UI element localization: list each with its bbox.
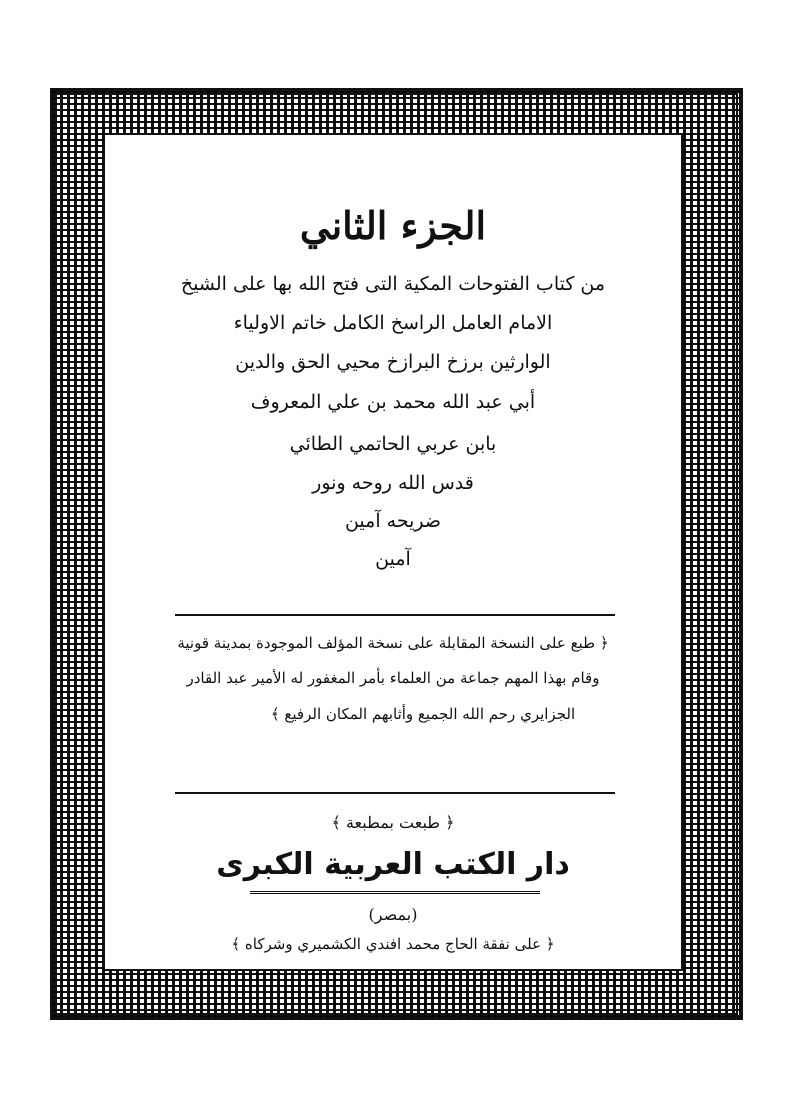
subtitle-line-1: من كتاب الفتوحات المكية التى فتح الله بها على الشيخ [180, 273, 606, 295]
edition-note-line-1: ﴿ طبع على النسخة المقابلة على نسخة المؤلف الموجودة بمدينة قونية [177, 634, 609, 652]
publisher-name: دار الكتب العربية الكبرى [216, 847, 570, 882]
publisher-city: (بمصر) [368, 905, 418, 924]
subtitle-line-5: بابن عربي الحاتمي الطائي [289, 433, 497, 455]
printed-at-label: ﴿ طبعت بمطبعة ﴾ [331, 813, 455, 832]
title-panel [103, 133, 683, 971]
edition-note-line-2: وقام بهذا المهم جماعة من العلماء بأمر المغفور له الأمير عبد القادر [186, 669, 600, 687]
subtitle-line-3: الوارثين برزخ البرازخ محيي الحق والدين [235, 351, 551, 373]
subtitle-line-8: آمين [375, 548, 411, 570]
subtitle-line-4: أبي عبد الله محمد بن علي المعروف [250, 391, 536, 413]
divider-rule-bottom [175, 792, 615, 794]
subtitle-line-2: الامام العامل الراسخ الكامل خاتم الاولياء [233, 312, 553, 334]
divider-rule-top [175, 614, 615, 616]
edition-note-line-3: الجزايري رحم الله الجميع وأثابهم المكان الرفيع ﴾ [270, 705, 576, 723]
publisher-underline [250, 891, 540, 894]
volume-title: الجزء الثاني [299, 203, 487, 248]
subtitle-line-6: قدس الله روحه ونور [312, 472, 474, 494]
expense-note: ﴿ على نفقة الحاج محمد افندي الكشميري وشركاه ﴾ [231, 935, 555, 953]
subtitle-line-7: ضريحه آمين [344, 510, 442, 532]
